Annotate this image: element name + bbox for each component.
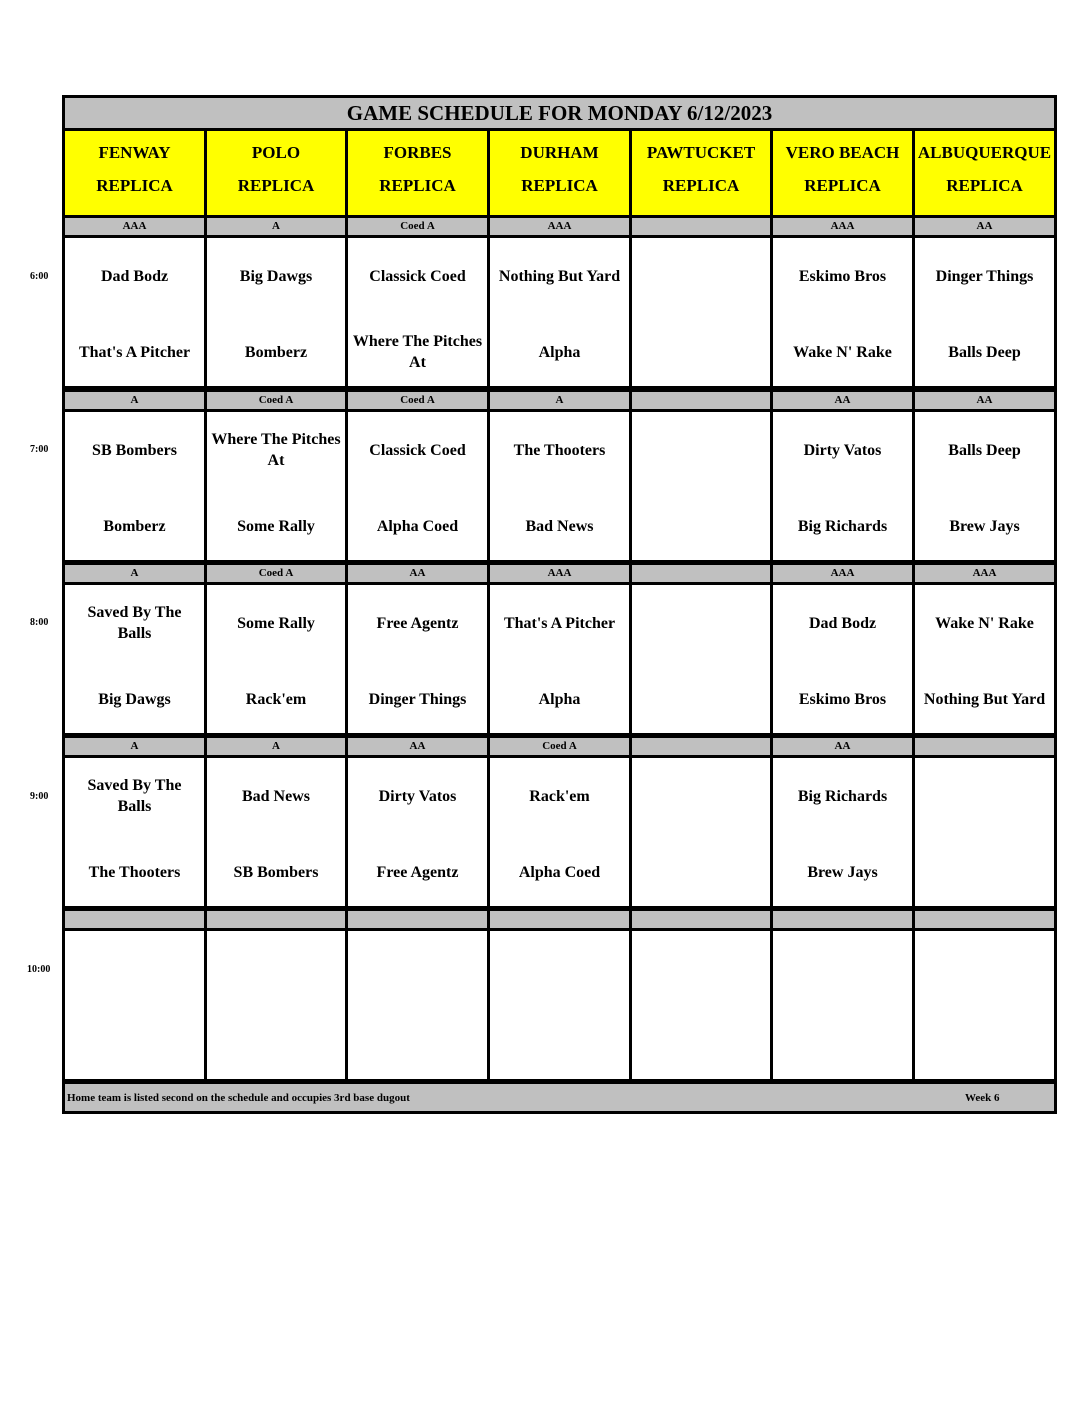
- field-header: [207, 131, 345, 215]
- away-team: Eskimo Bros: [798, 267, 887, 285]
- game-cell: [773, 585, 912, 733]
- field-header: [65, 131, 204, 215]
- field-subtitle: REPLICA: [946, 176, 1023, 195]
- field-name: DURHAM: [520, 143, 599, 162]
- game-cell: [65, 758, 204, 906]
- home-team: [632, 324, 770, 380]
- game-cell: [207, 238, 345, 386]
- game-cell: [348, 931, 487, 1079]
- field-subtitle: REPLICA: [237, 176, 315, 195]
- away-team: Nothing But Yard: [498, 267, 621, 285]
- away-team: Free Agentz: [376, 614, 459, 632]
- field-header: [348, 131, 487, 215]
- time-label: 8:00: [30, 617, 49, 628]
- away-team: [490, 941, 629, 997]
- away-team: Saved By The Balls: [87, 604, 182, 642]
- home-team: Some Rally: [237, 517, 315, 535]
- away-team: Dinger Things: [935, 267, 1034, 285]
- home-team: [773, 1017, 912, 1073]
- home-team: [632, 844, 770, 900]
- schedule-table: [62, 95, 1057, 1114]
- game-cell: [348, 758, 487, 906]
- division-label: Coed A: [207, 565, 345, 582]
- game-cell: [65, 412, 204, 560]
- field-subtitle: REPLICA: [662, 176, 740, 195]
- home-team: Wake N' Rake: [793, 343, 892, 361]
- game-cell: [632, 238, 770, 386]
- away-team: [348, 941, 487, 997]
- game-cell: [915, 238, 1054, 386]
- division-label: [632, 565, 770, 582]
- away-team: [915, 768, 1054, 824]
- game-cell: [490, 931, 629, 1079]
- game-cell: [915, 412, 1054, 560]
- home-team: [915, 844, 1054, 900]
- home-team: [632, 1017, 770, 1073]
- away-team: Rack'em: [529, 787, 590, 805]
- away-team: Classick Coed: [369, 267, 466, 285]
- division-label: [207, 911, 345, 928]
- home-team: Where The Pitches At: [352, 333, 483, 371]
- away-team: [632, 422, 770, 478]
- schedule-title: GAME SCHEDULE FOR MONDAY 6/12/2023: [65, 98, 1054, 128]
- home-team: Big Dawgs: [98, 690, 171, 708]
- time-label: 6:00: [30, 271, 49, 282]
- division-label: AA: [773, 738, 912, 755]
- game-cell: [490, 238, 629, 386]
- game-cell: [490, 412, 629, 560]
- schedule-footer: [65, 1084, 1054, 1111]
- game-cell: [490, 585, 629, 733]
- division-label: AAA: [65, 218, 204, 235]
- home-team: [632, 498, 770, 554]
- game-cell: [207, 931, 345, 1079]
- away-team: Big Dawgs: [239, 267, 313, 285]
- division-label: A: [207, 218, 345, 235]
- game-cell: [65, 585, 204, 733]
- week-label: Week 6: [965, 1092, 1000, 1104]
- home-team: The Thooters: [88, 863, 181, 881]
- field-subtitle: REPLICA: [379, 176, 456, 195]
- time-label: 10:00: [27, 964, 51, 975]
- away-team: [632, 595, 770, 651]
- home-team: That's A Pitcher: [78, 343, 191, 361]
- home-team: Nothing But Yard: [923, 690, 1046, 708]
- division-label: [773, 911, 912, 928]
- home-team: Big Richards: [797, 517, 888, 535]
- field-subtitle: REPLICA: [521, 176, 598, 195]
- away-team: [65, 941, 204, 997]
- game-cell: [632, 412, 770, 560]
- game-cell: [207, 758, 345, 906]
- home-team: Bomberz: [244, 343, 308, 361]
- away-team: Bad News: [241, 787, 310, 805]
- home-team: Alpha Coed: [376, 517, 459, 535]
- away-team: Big Richards: [797, 787, 888, 805]
- home-team: SB Bombers: [233, 863, 319, 881]
- away-team: SB Bombers: [92, 441, 177, 459]
- home-team-note: Home team is listed second on the schedule and occupies 3rd base dugout: [67, 1092, 410, 1104]
- away-team: [773, 941, 912, 997]
- game-cell: [773, 238, 912, 386]
- home-team: [348, 1017, 487, 1073]
- division-label: A: [490, 392, 629, 409]
- division-label: AAA: [915, 565, 1054, 582]
- field-subtitle: REPLICA: [96, 176, 173, 195]
- home-team: Brew Jays: [807, 863, 878, 881]
- home-team: [65, 1017, 204, 1073]
- home-team: [490, 1017, 629, 1073]
- home-team: Bad News: [525, 517, 594, 535]
- division-label: AAA: [773, 565, 912, 582]
- game-cell: [65, 238, 204, 386]
- game-cell: [773, 931, 912, 1079]
- away-team: [207, 941, 345, 997]
- division-label: [490, 911, 629, 928]
- game-cell: [632, 585, 770, 733]
- home-team: Balls Deep: [948, 343, 1021, 361]
- division-label: Coed A: [348, 392, 487, 409]
- division-label: A: [207, 738, 345, 755]
- division-label: [632, 392, 770, 409]
- game-cell: [348, 412, 487, 560]
- game-cell: [773, 412, 912, 560]
- home-team: [915, 1017, 1054, 1073]
- division-label: [632, 218, 770, 235]
- home-team: Alpha: [538, 690, 581, 708]
- game-cell: [65, 931, 204, 1079]
- division-label: Coed A: [490, 738, 629, 755]
- game-cell: [348, 585, 487, 733]
- game-cell: [773, 758, 912, 906]
- away-team: Dad Bodz: [100, 267, 169, 285]
- division-label: [915, 911, 1054, 928]
- home-team: Alpha: [538, 343, 581, 361]
- division-label: AA: [348, 738, 487, 755]
- away-team: Classick Coed: [369, 441, 466, 459]
- away-team: That's A Pitcher: [503, 614, 616, 632]
- home-team: [207, 1017, 345, 1073]
- game-cell: [915, 931, 1054, 1079]
- division-label: AA: [915, 392, 1054, 409]
- away-team: Where The Pitches At: [211, 431, 341, 469]
- away-team: Saved By The Balls: [87, 777, 182, 815]
- home-team: Alpha Coed: [518, 863, 601, 881]
- field-name: VERO BEACH: [785, 143, 900, 162]
- away-team: [632, 941, 770, 997]
- home-team: Rack'em: [245, 690, 307, 708]
- field-subtitle: REPLICA: [804, 176, 881, 195]
- division-label: AA: [348, 565, 487, 582]
- away-team: [632, 248, 770, 304]
- division-label: [632, 911, 770, 928]
- away-team: The Thooters: [513, 441, 606, 459]
- division-label: AA: [773, 392, 912, 409]
- game-cell: [348, 238, 487, 386]
- away-team: Some Rally: [237, 614, 315, 632]
- division-label: [632, 738, 770, 755]
- time-label: 9:00: [30, 791, 49, 802]
- away-team: Dirty Vatos: [378, 787, 457, 805]
- division-label: [65, 911, 204, 928]
- game-cell: [632, 758, 770, 906]
- division-label: [348, 911, 487, 928]
- field-name: PAWTUCKET: [646, 143, 756, 162]
- away-team: [632, 768, 770, 824]
- division-label: AAA: [490, 218, 629, 235]
- division-label: AA: [915, 218, 1054, 235]
- home-team: Eskimo Bros: [798, 690, 887, 708]
- away-team: Wake N' Rake: [935, 614, 1034, 632]
- field-name: ALBUQUERQUE: [917, 143, 1052, 162]
- away-team: Dirty Vatos: [803, 441, 882, 459]
- division-label: AAA: [490, 565, 629, 582]
- home-team: Free Agentz: [376, 863, 459, 881]
- home-team: Brew Jays: [949, 517, 1020, 535]
- division-label: A: [65, 738, 204, 755]
- time-label: 7:00: [30, 444, 49, 455]
- division-label: [915, 738, 1054, 755]
- game-cell: [490, 758, 629, 906]
- game-cell: [207, 412, 345, 560]
- division-label: Coed A: [348, 218, 487, 235]
- away-team: [915, 941, 1054, 997]
- field-name: POLO: [251, 143, 301, 162]
- game-cell: [915, 758, 1054, 906]
- home-team: [632, 671, 770, 727]
- game-cell: [207, 585, 345, 733]
- game-cell: [632, 931, 770, 1079]
- division-label: Coed A: [207, 392, 345, 409]
- away-team: Balls Deep: [948, 441, 1021, 459]
- division-label: A: [65, 392, 204, 409]
- home-team: Dinger Things: [368, 690, 467, 708]
- home-team: Bomberz: [103, 517, 166, 535]
- field-header: [915, 131, 1054, 215]
- field-header: [490, 131, 629, 215]
- division-label: AAA: [773, 218, 912, 235]
- away-team: Dad Bodz: [808, 614, 877, 632]
- field-name: FENWAY: [98, 143, 171, 162]
- field-header: [632, 131, 770, 215]
- field-name: FORBES: [383, 143, 452, 162]
- division-label: A: [65, 565, 204, 582]
- field-header: [773, 131, 912, 215]
- game-cell: [915, 585, 1054, 733]
